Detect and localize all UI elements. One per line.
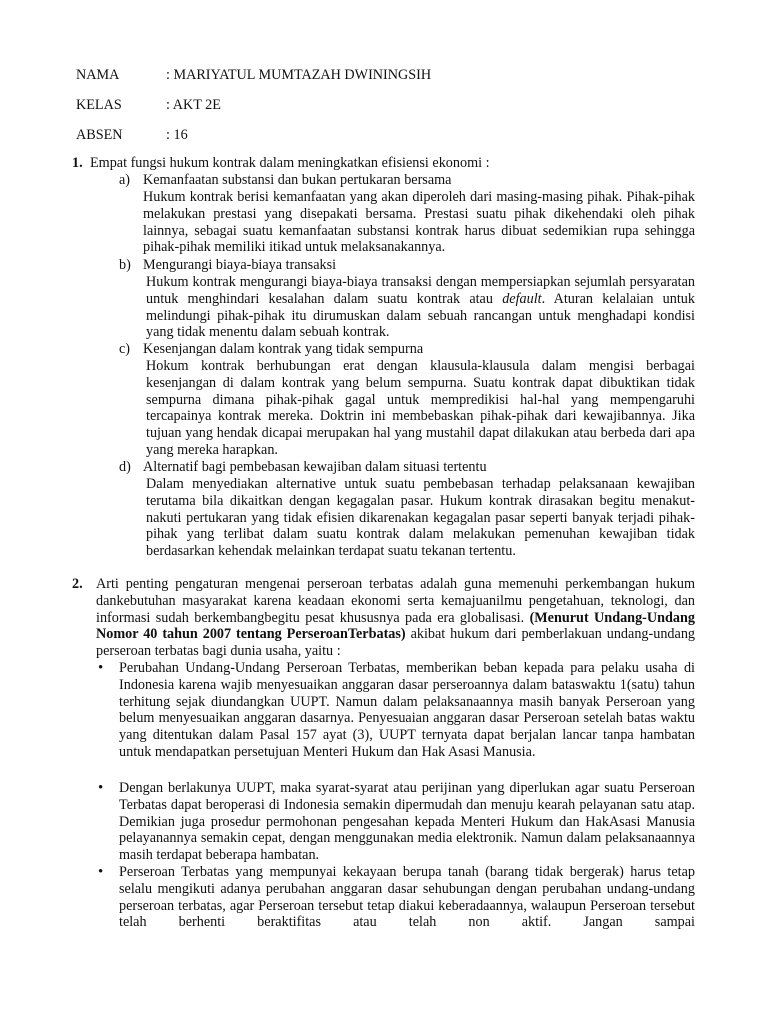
attendance-label: ABSEN xyxy=(76,127,123,143)
bullet-3-symbol: • xyxy=(98,864,104,880)
item-a-title: Kemanfaatan substansi dan bukan pertukaran bersama xyxy=(143,172,452,188)
question-1-number: 1. xyxy=(72,155,83,171)
item-c-body: Hokum kontrak berhubungan erat dengan klausula-klausula dalam mengisi berbagai kesenjangan di dalam kontrak yang belum sempurna. Suatu kontrak dapat dibuktikan tidak sempurna dimana pihak-pihak gagal untuk mempredikisi hal-hal yang mempengaruhi tercapainya kontrak mereka. Doktrin ini membebaskan pihak-pihak dari kewajibannya. Jika tujuan yang hendak dicapai merupakan hal yang mustahil dapat dilakukan atau berbeda dari apa yang mereka harapkan. xyxy=(146,358,695,458)
name-row xyxy=(76,67,432,84)
question-2-intro-end: akibat hukum dari pemberlakuan undang-undang perseroan terbatas bagi dunia usaha, yaitu : xyxy=(96,626,696,660)
item-a-body: Hukum kontrak berisi kemanfaatan yang akan diperoleh dari masing-masing pihak. Pihak-pihak melakukan prestasi yang disepakati bersama. Prestasi suatu pihak dikehendaki oleh pihak lainnya, sebagai suatu kemanfaatan substansi kontrak harus dibuat sedemikian rupa sehingga pihak-pihak memiliki itikad untuk melaksanakannya. xyxy=(143,189,695,256)
question-2-intro xyxy=(96,576,695,660)
bullet-1-text: Perubahan Undang-Undang Perseroan Terbatas, memberikan beban kepada para pelaku usaha di Indonesia karena wajib menyesuaikan anggaran dasar perseroannya dalam bataswaktu 1(satu) tahun terhitung sejak diundangkan UUPT. Namun dalam pelaksanaannya masih banyak Perseroan yang belum menyesuaikan anggaran dasarnya. Penyesuaian anggaran dasar Perseroan setelah batas waktu yang ditentukan dalam Pasal 157 ayat (3), UUPT ternyata dapat berjalan lancar tanpa hambatan untuk mendapatkan persetujuan Menteri Hukum dan Hak Asasi Manusia. xyxy=(119,660,695,760)
bullet-2-symbol: • xyxy=(98,780,104,796)
name-value: : MARIYATUL MUMTAZAH DWININGSIH xyxy=(166,67,432,83)
attendance-row xyxy=(76,127,188,144)
item-d-body: Dalam menyediakan alternative untuk suatu pembebasan terhadap pelaksanaan kewajiban terutama bila dikaitkan dengan kegagalan pasar. Hukum kontrak dirasakan begitu menakut-nakuti pertukaran yang tidak efisien dikarenakan kegagalan pasar seperti banyak terjadi pihak-pihak yang terlibat dalam suatu kontrak dalam melakukan pemenuhan kewajiban tidak berdasarkan kehendak melainkan terdapat suatu tekanan tertentu. xyxy=(146,476,695,560)
item-b-body-italic: default xyxy=(502,290,542,307)
item-b-body xyxy=(146,274,695,341)
item-c-label: c) xyxy=(119,341,131,357)
bullet-1-symbol: • xyxy=(98,660,104,676)
attendance-value: : 16 xyxy=(166,127,188,143)
bullet-3-text: Perseroan Terbatas yang mempunyai kekayaan berupa tanah (barang tidak bergerak) harus tetap selalu mengikuti adanya perubahan anggaran dasar sehubungan dengan perubahan undang-undang perseroan terbatas, agar Perseroan tersebut tetap diakui keberadaannya, walaupun Perseroan tersebut telah berhenti beraktifitas atau telah non aktif. Jangan sampai xyxy=(119,864,695,931)
question-2-number: 2. xyxy=(72,576,83,592)
item-c-title: Kesenjangan dalam kontrak yang tidak sempurna xyxy=(143,341,424,357)
item-b-body-start: Hukum kontrak mengurangi biaya-biaya transaksi dengan mempersiapkan sejumlah persyaratan untuk menghindari kesalahan dalam suatu kontrak atau xyxy=(146,274,695,307)
law-reference: (Menurut Undang-Undang Nomor 40 tahun 2007 tentang PerseroanTerbatas) xyxy=(96,609,695,643)
class-value: : AKT 2E xyxy=(166,97,221,113)
class-label: KELAS xyxy=(76,97,122,113)
class-row xyxy=(76,97,221,114)
item-d-title: Alternatif bagi pembebasan kewajiban dalam situasi tertentu xyxy=(143,459,487,475)
item-b-title: Mengurangi biaya-biaya transaksi xyxy=(143,257,337,273)
name-label: NAMA xyxy=(76,67,120,83)
question-2-intro-start: Arti penting pengaturan mengenai perseroan terbatas adalah guna memenuhi perkembangan hukum dankebutuhan masyarakat karena keadaan ekonomi serta kemajuanilmu pengetahuan, teknologi, dan informasi sudah berkembangbegitu pesat khususnya pada era globalisasi. xyxy=(96,576,695,626)
item-b-body-end: . Aturan kelalaian untuk melindungi pihak-pihak itu dirumuskan dalam sebuah rancangan untuk menghadapi kondisi yang tidak menentu dalam sebuah kontrak. xyxy=(146,290,695,341)
item-d-label: d) xyxy=(119,459,131,475)
bullet-2-text: Dengan berlakunya UUPT, maka syarat-syarat atau perijinan yang diperlukan agar suatu Perseroan Terbatas dapat beroperasi di Indonesia semakin dipermudah dan menuju kearah pelayanan satu atap. Demikian juga prosedur permohonan pengesahan kepada Menteri Hukum dan HakAsasi Manusia pelayanannya semakin cepat, dengan menggunakan media elektronik. Namun dalam pelaksanaannya masih terdapat beberapa hambatan. xyxy=(119,780,695,864)
item-a-label: a) xyxy=(119,172,131,188)
question-1-intro: Empat fungsi hukum kontrak dalam meningkatkan efisiensi ekonomi : xyxy=(90,155,490,171)
item-b-label: b) xyxy=(119,257,131,273)
